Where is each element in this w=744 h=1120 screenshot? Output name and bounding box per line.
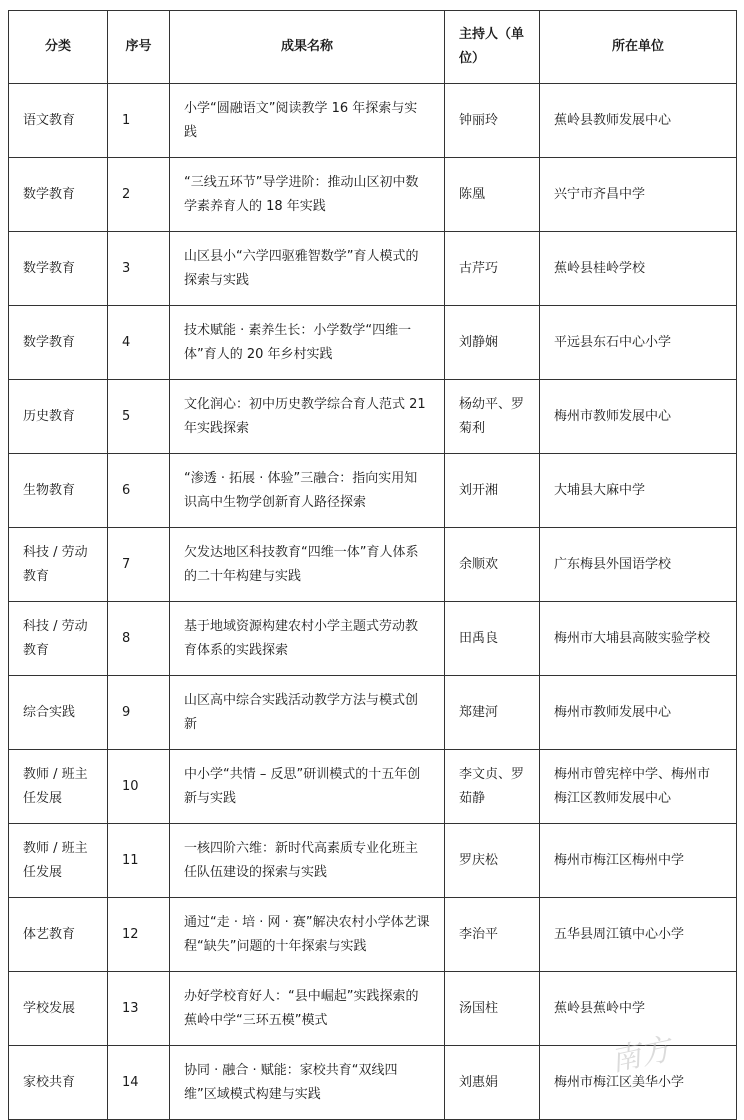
table-row: [9, 84, 737, 158]
table-row: [9, 750, 737, 824]
cell-category: 教师 / 班主任发展: [9, 824, 108, 898]
cell-category: 生物教育: [9, 454, 108, 528]
cell-category: 数学教育: [9, 158, 108, 232]
cell-host: 陈凰: [445, 158, 540, 232]
cell-number: 3: [108, 232, 170, 306]
cell-unit: 平远县东石中心小学: [540, 306, 737, 380]
cell-title: 小学“圆融语文”阅读教学 16 年探索与实践: [170, 84, 445, 158]
cell-title: 中小学“共情 – 反思”研训模式的十五年创新与实践: [170, 750, 445, 824]
cell-title: 协同 · 融合 · 赋能：家校共育“双线四维”区域模式构建与实践: [170, 1046, 445, 1120]
table-body: [9, 84, 737, 1120]
cell-title: 通过“走 · 培 · 网 · 赛”解决农村小学体艺课程“缺失”问题的十年探索与实践: [170, 898, 445, 972]
table-row: [9, 898, 737, 972]
cell-unit: 兴宁市齐昌中学: [540, 158, 737, 232]
table-row: [9, 972, 737, 1046]
table-row: [9, 306, 737, 380]
cell-host: 古芹巧: [445, 232, 540, 306]
cell-unit: 五华县周江镇中心小学: [540, 898, 737, 972]
table-header: [9, 11, 737, 84]
table-row: [9, 1046, 737, 1120]
cell-title: 技术赋能 · 素养生长：小学数学“四维一体”育人的 20 年乡村实践: [170, 306, 445, 380]
cell-category: 科技 / 劳动教育: [9, 528, 108, 602]
table-row: [9, 528, 737, 602]
cell-category: 综合实践: [9, 676, 108, 750]
cell-number: 6: [108, 454, 170, 528]
cell-host: 李治平: [445, 898, 540, 972]
table-row: [9, 158, 737, 232]
cell-title: 欠发达地区科技教育“四维一体”育人体系的二十年构建与实践: [170, 528, 445, 602]
cell-title: 办好学校育好人：“县中崛起”实践探索的蕉岭中学“三环五模”模式: [170, 972, 445, 1046]
table-row: [9, 380, 737, 454]
table-row: [9, 232, 737, 306]
cell-number: 10: [108, 750, 170, 824]
cell-unit: 梅州市大埔县高陂实验学校: [540, 602, 737, 676]
cell-host: 刘静娴: [445, 306, 540, 380]
cell-title: 基于地域资源构建农村小学主题式劳动教育体系的实践探索: [170, 602, 445, 676]
cell-host: 田禹良: [445, 602, 540, 676]
cell-category: 数学教育: [9, 232, 108, 306]
results-table: [8, 10, 737, 1120]
cell-unit: 蕉岭县蕉岭中学: [540, 972, 737, 1046]
cell-category: 家校共育: [9, 1046, 108, 1120]
cell-host: 郑建河: [445, 676, 540, 750]
cell-category: 语文教育: [9, 84, 108, 158]
cell-number: 2: [108, 158, 170, 232]
cell-title: “渗透 · 拓展 · 体验”三融合：指向实用知识高中生物学创新育人路径探索: [170, 454, 445, 528]
cell-category: 体艺教育: [9, 898, 108, 972]
cell-unit: 蕉岭县教师发展中心: [540, 84, 737, 158]
header-row: [9, 11, 737, 84]
cell-host: 余顺欢: [445, 528, 540, 602]
cell-number: 9: [108, 676, 170, 750]
cell-host: 罗庆松: [445, 824, 540, 898]
cell-host: 杨幼平、罗菊利: [445, 380, 540, 454]
cell-category: 教师 / 班主任发展: [9, 750, 108, 824]
cell-unit: 梅州市梅江区美华小学: [540, 1046, 737, 1120]
cell-title: 山区高中综合实践活动教学方法与模式创新: [170, 676, 445, 750]
table-row: [9, 824, 737, 898]
header-category: 分类: [9, 11, 108, 84]
cell-number: 8: [108, 602, 170, 676]
cell-category: 数学教育: [9, 306, 108, 380]
cell-number: 11: [108, 824, 170, 898]
cell-number: 14: [108, 1046, 170, 1120]
cell-host: 汤国柱: [445, 972, 540, 1046]
cell-title: 文化润心：初中历史教学综合育人范式 21 年实践探索: [170, 380, 445, 454]
cell-number: 5: [108, 380, 170, 454]
table-row: [9, 676, 737, 750]
cell-number: 1: [108, 84, 170, 158]
cell-number: 7: [108, 528, 170, 602]
cell-number: 4: [108, 306, 170, 380]
cell-unit: 蕉岭县桂岭学校: [540, 232, 737, 306]
table-row: [9, 602, 737, 676]
cell-number: 12: [108, 898, 170, 972]
cell-category: 历史教育: [9, 380, 108, 454]
cell-category: 科技 / 劳动教育: [9, 602, 108, 676]
cell-host: 李文贞、罗茹静: [445, 750, 540, 824]
cell-unit: 梅州市曾宪梓中学、梅州市梅江区教师发展中心: [540, 750, 737, 824]
header-number: 序号: [108, 11, 170, 84]
cell-unit: 大埔县大麻中学: [540, 454, 737, 528]
cell-unit: 广东梅县外国语学校: [540, 528, 737, 602]
cell-unit: 梅州市教师发展中心: [540, 676, 737, 750]
cell-category: 学校发展: [9, 972, 108, 1046]
cell-title: 一核四阶六维：新时代高素质专业化班主任队伍建设的探索与实践: [170, 824, 445, 898]
cell-title: 山区县小“六学四驱雅智数学”育人模式的探索与实践: [170, 232, 445, 306]
cell-host: 刘开湘: [445, 454, 540, 528]
cell-title: “三线五环节”导学进阶：推动山区初中数学素养育人的 18 年实践: [170, 158, 445, 232]
cell-number: 13: [108, 972, 170, 1046]
cell-unit: 梅州市教师发展中心: [540, 380, 737, 454]
header-unit: 所在单位: [540, 11, 737, 84]
header-title: 成果名称: [170, 11, 445, 84]
header-host: 主持人（单位）: [445, 11, 540, 84]
cell-host: 刘惠娟: [445, 1046, 540, 1120]
cell-unit: 梅州市梅江区梅州中学: [540, 824, 737, 898]
cell-host: 钟丽玲: [445, 84, 540, 158]
table-row: [9, 454, 737, 528]
watermark-logo: 南方: [607, 1032, 674, 1079]
